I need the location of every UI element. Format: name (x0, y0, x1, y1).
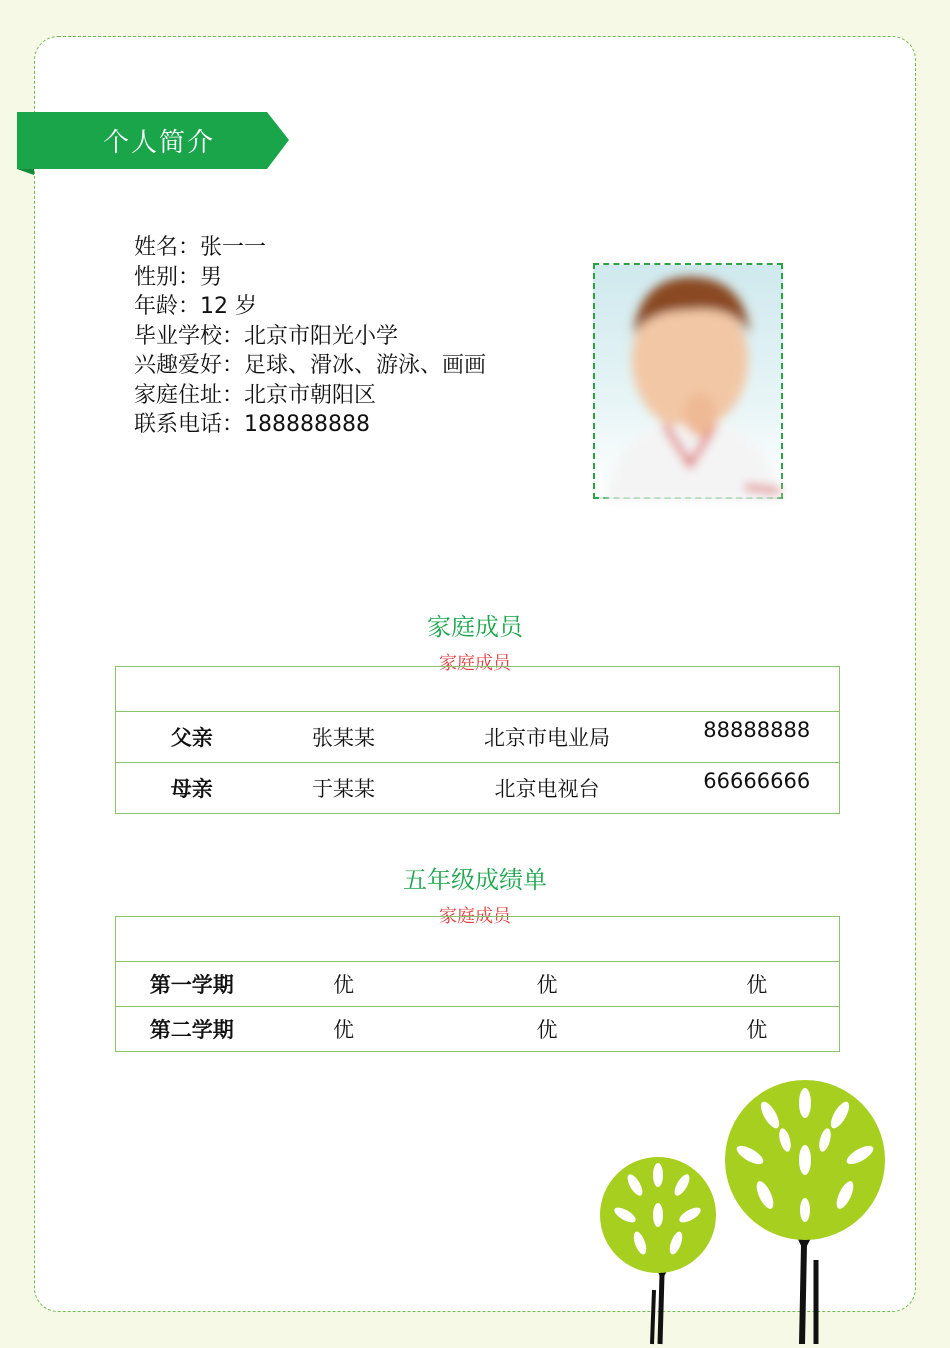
table-row (116, 962, 840, 1007)
grades-term: 第二学期 (116, 1007, 268, 1052)
profile-phone: 联系电话：188888888 (134, 412, 370, 437)
family-workplace: 北京电视台 (420, 763, 675, 814)
table-header-row (116, 917, 840, 962)
table-header-row (116, 667, 840, 712)
grades-title-ghost: 家庭成员 (439, 906, 511, 927)
family-table (115, 666, 840, 814)
table-row (116, 1007, 840, 1052)
family-title-ghost: 家庭成员 (439, 653, 511, 674)
grades-table (115, 916, 840, 1052)
grades-cell: 优 (420, 1007, 675, 1052)
profile-info (134, 233, 486, 440)
grades-term: 第一学期 (116, 962, 268, 1007)
family-phone: 88888888 (675, 712, 840, 763)
family-name: 于某某 (268, 763, 420, 814)
section-ribbon-intro (17, 112, 289, 169)
profile-gender: 性别：男 (134, 264, 223, 290)
profile-name: 姓名：张一一 (134, 235, 267, 260)
grades-cell: 优 (268, 1007, 420, 1052)
profile-school: 毕业学校：北京市阳光小学 (134, 323, 399, 349)
profile-photo (593, 263, 783, 499)
grades-cell: 优 (675, 962, 840, 1007)
section-title-intro: 个人简介 (103, 128, 216, 158)
family-relation: 母亲 (116, 763, 268, 814)
family-relation: 父亲 (116, 712, 268, 763)
grades-cell: 优 (420, 962, 675, 1007)
profile-hobbies: 兴趣爱好：足球、滑冰、游泳、画画 (134, 353, 487, 378)
family-title: 家庭成员 (427, 613, 523, 641)
grades-cell: 优 (675, 1007, 840, 1052)
table-row (116, 712, 840, 763)
table-row (116, 763, 840, 814)
grades-title: 五年级成绩单 (403, 866, 547, 894)
family-workplace: 北京市电业局 (420, 712, 675, 763)
family-name: 张某某 (268, 712, 420, 763)
grades-cell: 优 (268, 962, 420, 1007)
profile-age: 年龄：12 岁 (134, 294, 257, 319)
family-phone: 66666666 (675, 763, 840, 814)
tree-illustration (590, 1075, 910, 1348)
profile-address: 家庭住址：北京市朝阳区 (134, 382, 377, 408)
